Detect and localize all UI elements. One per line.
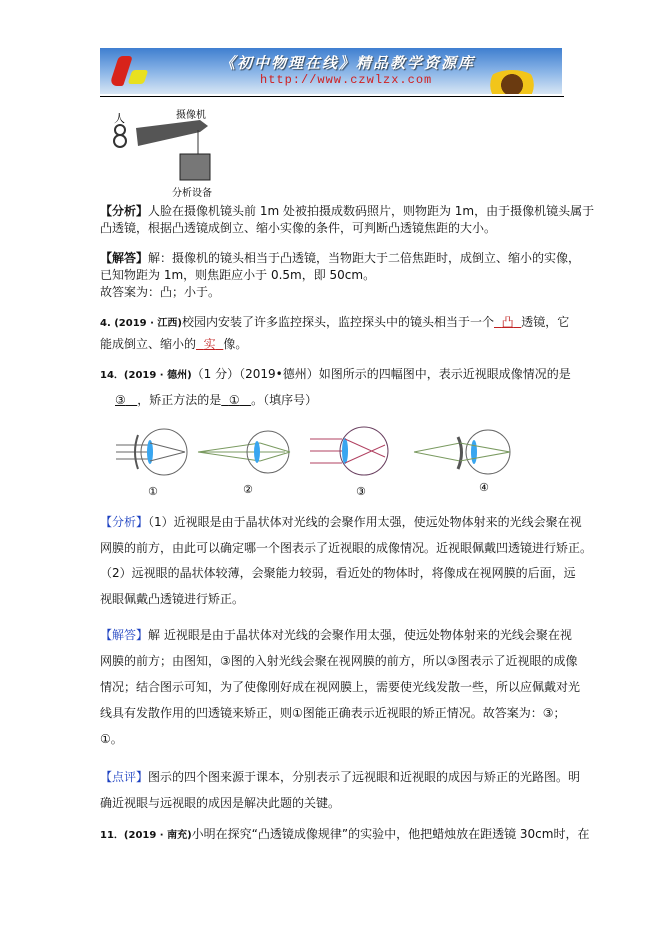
- sunflower-image: [485, 70, 539, 94]
- q14-solution-line: 线具有发散作用的凹透镜来矫正，则①图能正确表示近视眼的矫正情况。故答案为：③；: [100, 706, 566, 720]
- q14-text-2: ，矫正方法的是: [137, 393, 222, 407]
- q11-prefix: 11．(2019 · 南充): [100, 830, 192, 841]
- q14-text-3: 。（填序号）: [251, 393, 318, 407]
- solution-text: 解：摄像机的镜头相当于凸透镜，当物距大于二倍焦距时，成倒立、缩小的实像，: [148, 251, 581, 265]
- figure-label-4: ④: [479, 481, 489, 494]
- q14-analysis-tag: 【分析】: [100, 515, 149, 529]
- q11-text: 小明在探究“凸透镜成像规律”的实验中，他把蜡烛放在距透镜 30cm时，在: [191, 827, 590, 841]
- device-label: 分析设备: [172, 188, 212, 199]
- person-icon: [114, 125, 126, 147]
- q14-comment-line: 图示的四个图来源于课本，分别表示了远视眼和近视眼的成因与矫正的光路图。明: [148, 770, 581, 784]
- q14-analysis-line: 网膜的前方，由此可以确定哪一个图表示了近视眼的成像情况。近视眼佩戴凹透镜进行矫正。: [100, 541, 593, 555]
- camera-icon: [136, 120, 208, 146]
- q4-text-2: 透镜，它: [521, 315, 570, 329]
- q14-text: （1 分）（2019•德州）如图所示的四幅图中，表示近视眼成像情况的是: [191, 367, 571, 381]
- figure-label-3: ③: [356, 485, 366, 498]
- solution-text-2: 已知物距为 1m，则焦距应小于 0.5m，即 50cm。: [100, 268, 376, 282]
- camera-label: 摄像机: [176, 110, 206, 121]
- figure-label-1: ①: [148, 485, 158, 498]
- solution-tag: 【解答】: [100, 251, 149, 265]
- q14-solution-line: 网膜的前方；由图知，③图的入射光线会聚在视网膜的前方，所以③图表示了近视眼的成像: [100, 654, 578, 668]
- q14-solution-tag: 【解答】: [100, 628, 149, 642]
- eye-diagrams: [110, 425, 540, 500]
- header-divider: [100, 96, 564, 97]
- q14-solution-line: ①。: [100, 732, 123, 746]
- analysis-text: 人脸在摄像机镜头前 1m 处被拍摄成数码照片，则物距为 1m，由于摄像机镜头属于: [148, 204, 595, 218]
- q14-solution-line: 情况；结合图示可知，为了使像刚好成在视网膜上，需要使光线发散一些，所以应佩戴对光: [100, 680, 581, 694]
- header-banner: [100, 48, 562, 94]
- eye-diagram-3: [310, 427, 388, 498]
- q14-answer-2: ①: [228, 393, 240, 407]
- device-icon: [180, 154, 210, 180]
- q14-solution-line: 解 近视眼是由于晶状体对光线的会聚作用太强，使远处物体射来的光线会聚在视: [148, 628, 572, 642]
- q14-comment-line: 确近视眼与远视眼的成因是解决此题的关键。: [100, 796, 341, 810]
- q14-prefix: 14．(2019 · 德州): [100, 370, 192, 381]
- q14-answer-1: ③: [115, 393, 126, 407]
- q4-answer-2: 实: [203, 337, 216, 351]
- banner-url: http://www.czwlzx.com: [260, 73, 433, 87]
- person-label: 人: [114, 112, 125, 125]
- q4-prefix: 4. (2019 · 江西): [100, 318, 182, 329]
- banner-title: 《初中物理在线》精品教学资源库: [220, 54, 476, 72]
- analysis-tag: 【分析】: [100, 204, 149, 218]
- solution-text-3: 故答案为：凸；小于。: [100, 285, 221, 299]
- analysis-text-2: 凸透镜，根据凸透镜成倒立、缩小实像的条件，可判断凸透镜焦距的大小。: [100, 221, 497, 235]
- q14-analysis-line: 视眼佩戴凸透镜进行矫正。: [100, 592, 245, 606]
- q14-analysis-line: （2）远视眼的晶状体较薄，会聚能力较弱，看近处的物体时，将像成在视网膜的后面，远: [100, 566, 576, 580]
- camera-diagram: [108, 104, 228, 200]
- logo-mark-yellow: [128, 70, 149, 84]
- eye-diagram-4: [414, 430, 510, 494]
- q14-analysis-line: （1）近视眼是由于晶状体对光线的会聚作用太强，使远处物体射来的光线会聚在视: [148, 515, 582, 529]
- q4-text: 校园内安装了许多监控探头，监控探头中的镜头相当于一个: [181, 315, 494, 329]
- eye-diagram-1: [116, 429, 187, 498]
- eye-diagram-2: [198, 431, 290, 496]
- q4-text-3: 像。: [223, 337, 248, 351]
- figure-label-2: ②: [243, 483, 253, 496]
- q14-comment-tag: 【点评】: [100, 770, 149, 784]
- q4-answer-1: 凸: [501, 315, 514, 329]
- q4-line2: 能成倒立、缩小的: [100, 337, 197, 351]
